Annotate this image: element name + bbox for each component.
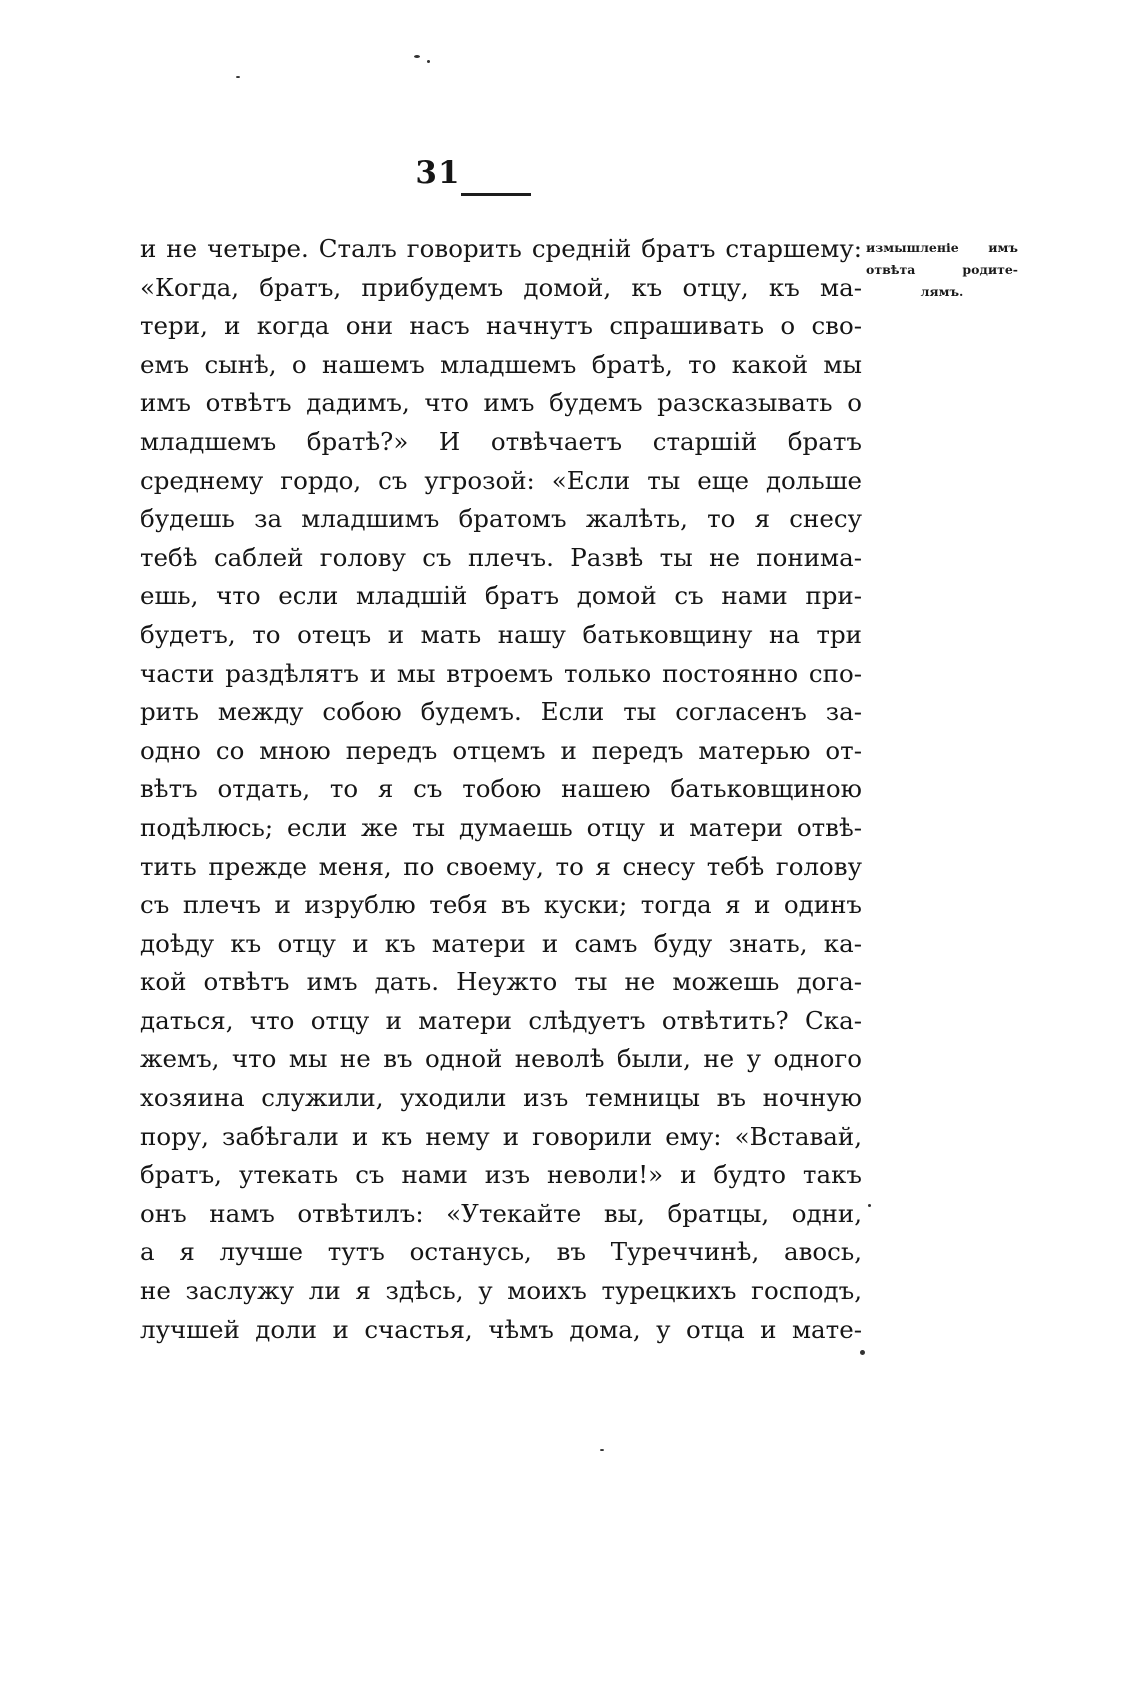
margin-note-line: лямъ. [920, 284, 964, 299]
scan-speck [414, 55, 420, 58]
text-line: тери, и когда они насъ начнутъ спрашивать о сво- [140, 311, 862, 341]
text-line: младшемъ братѣ?» И отвѣчаетъ старшiй братъ [140, 426, 862, 456]
scan-speck [860, 1350, 865, 1355]
text-line: доѣду къ отцу и къ матери и самъ буду знать, ка- [140, 928, 862, 958]
text-line: имъ отвѣтъ дадимъ, что имъ будемъ разсказывать о [140, 388, 862, 418]
text-line: онъ намъ отвѣтилъ: «Утекайте вы, братцы, одни, [140, 1198, 862, 1228]
text-line: пору, забѣгали и къ нему и говорили ему: «Вставай, [140, 1121, 862, 1151]
text-line: лучшей доли и счастья, чѣмъ дома, у отца и мате- [140, 1314, 862, 1344]
text-line: и не четыре. Сталъ говорить среднiй братъ старшему: [140, 234, 862, 263]
text-line: «Когда, братъ, прибудемъ домой, къ отцу, къ ма- [140, 272, 862, 302]
text-line: среднему гордо, съ угрозой: «Если ты еще дольше [140, 465, 862, 495]
body-text [140, 230, 862, 1349]
scan-speck [236, 76, 240, 78]
text-line: части раздѣлятъ и мы втроемъ только постоянно спо- [140, 658, 862, 688]
text-line: съ плечъ и изрублю тебя въ куски; тогда я и одинъ [140, 890, 862, 920]
margin-note-line: отвѣта родите- [866, 262, 1018, 277]
text-line: подѣлюсь; если же ты думаешь отцу и матери отвѣ- [140, 812, 862, 842]
text-line: рить между собою будемъ. Если ты согласенъ за- [140, 697, 862, 727]
margin-note [866, 237, 1018, 303]
text-line: не заслужу ли я здѣсь, у моихъ турецкихъ господъ, [140, 1276, 862, 1306]
text-line: ешь, что если младшiй братъ домой съ нами при- [140, 581, 862, 611]
text-line: вѣтъ отдать, то я съ тобою нашею батьковщиною [140, 774, 862, 804]
page-number-rule [461, 193, 531, 196]
scan-speck [600, 1449, 604, 1451]
scan-speck [427, 60, 430, 63]
text-line: хозяина служили, уходили изъ темницы въ ночную [140, 1083, 862, 1113]
text-line: а я лучше тутъ останусь, въ Туреччинѣ, авось, [140, 1237, 862, 1267]
text-line: кой отвѣтъ имъ дать. Неужто ты не можешь дога- [140, 967, 862, 997]
text-line: даться, что отцу и матери слѣдуетъ отвѣтить? Ска- [140, 1005, 862, 1035]
text-line: братъ, утекать съ нами изъ неволи!» и будто такъ [140, 1160, 862, 1190]
margin-note-line: измышленіе имъ [866, 240, 1018, 255]
page-number: 31 [415, 155, 461, 191]
text-line: одно со мною передъ отцемъ и передъ матерью от- [140, 735, 862, 765]
text-line: будешь за младшимъ братомъ жалѣть, то я снесу [140, 504, 862, 534]
text-line: жемъ, что мы не въ одной неволѣ были, не у одного [140, 1044, 862, 1074]
scan-speck [868, 1204, 871, 1207]
text-line: будетъ, то отецъ и мать нашу батьковщину на три [140, 619, 862, 649]
text-line: емъ сынѣ, о нашемъ младшемъ братѣ, то какой мы [140, 349, 862, 379]
text-line: тебѣ саблей голову съ плечъ. Развѣ ты не понима- [140, 542, 862, 572]
text-line: тить прежде меня, по своему, то я снесу тебѣ голову [140, 851, 862, 881]
